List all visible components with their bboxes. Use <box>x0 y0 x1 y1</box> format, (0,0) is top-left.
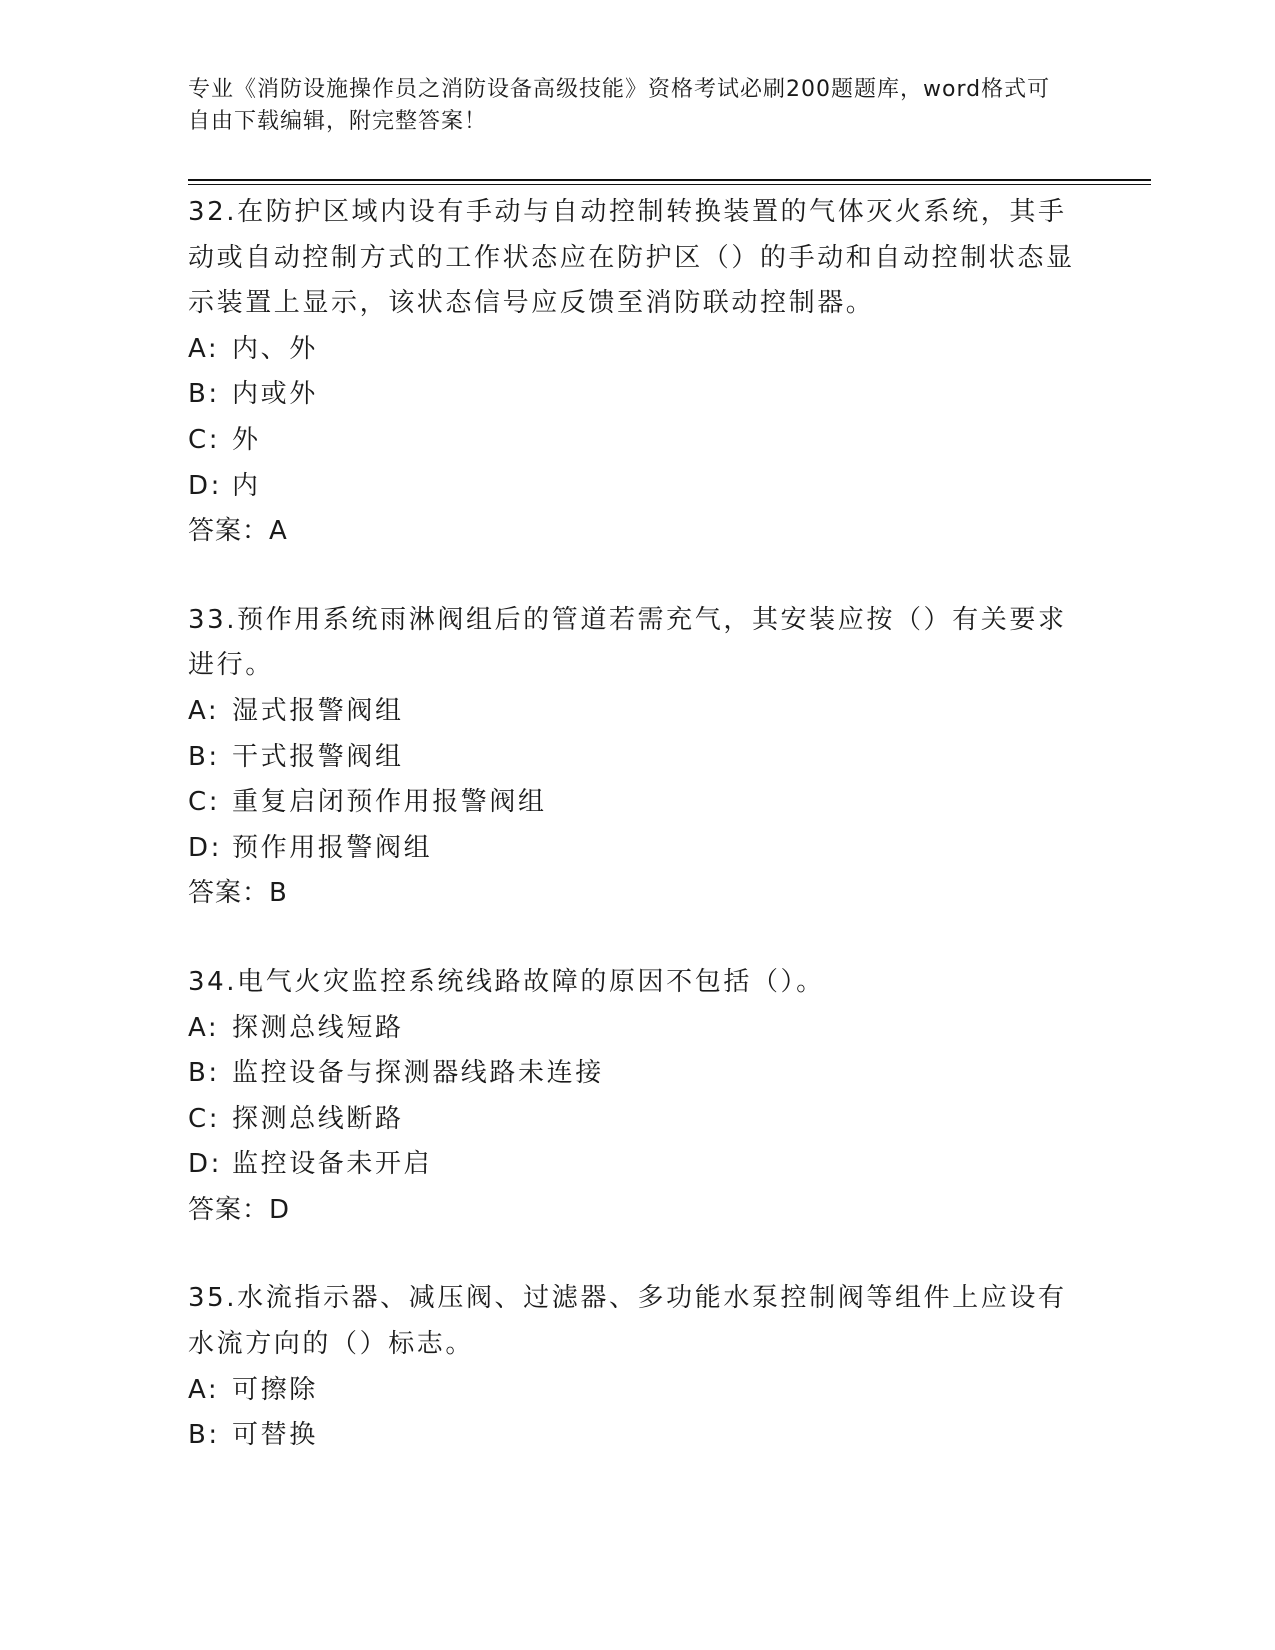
option-c <box>188 1097 1088 1143</box>
option-key: B: <box>188 379 220 410</box>
option-a <box>188 1006 1088 1052</box>
question-stem: 33.预作用系统雨淋阀组后的管道若需充气，其安装应按（）有关要求进行。 <box>188 604 1067 681</box>
header-divider-thick <box>188 179 1151 181</box>
option-key: A: <box>188 333 220 364</box>
option-text: 内 <box>232 470 261 501</box>
option-key: A: <box>188 1012 220 1043</box>
question-stem: 32.在防护区域内设有手动与自动控制转换装置的气体灭火系统，其手动或自动控制方式的工作状态应在防护区（）的手动和自动控制状态显示装置上显示，该状态信号应反馈至消防联动控制器。 <box>188 197 1075 319</box>
option-text: 可擦除 <box>232 1374 318 1405</box>
option-key: D: <box>188 832 222 863</box>
question-34 <box>188 960 1088 1234</box>
option-text: 内、外 <box>232 333 318 364</box>
option-text: 内或外 <box>232 379 318 410</box>
option-d <box>188 826 1088 872</box>
option-d <box>188 1142 1088 1188</box>
option-text: 湿式报警阀组 <box>232 695 404 726</box>
option-key: A: <box>188 695 220 726</box>
option-key: C: <box>188 787 221 818</box>
option-text: 干式报警阀组 <box>232 741 404 772</box>
option-key: D: <box>188 470 222 501</box>
option-d <box>188 464 1088 510</box>
option-text: 探测总线断路 <box>232 1103 404 1134</box>
option-a <box>188 1368 1088 1414</box>
option-text: 预作用报警阀组 <box>232 832 433 863</box>
option-key: A: <box>188 1374 220 1405</box>
option-key: B: <box>188 1058 220 1089</box>
question-stem: 35.水流指示器、减压阀、过滤器、多功能水泵控制阀等组件上应设有水流方向的（）标志。 <box>188 1283 1067 1360</box>
option-text: 重复启闭预作用报警阀组 <box>232 787 547 818</box>
option-text: 可替换 <box>232 1420 318 1451</box>
option-key: B: <box>188 1420 220 1451</box>
option-key: C: <box>188 1103 221 1134</box>
question-33 <box>188 598 1088 917</box>
option-a <box>188 327 1088 373</box>
option-key: D: <box>188 1149 222 1180</box>
option-text: 探测总线短路 <box>232 1012 404 1043</box>
question-32 <box>188 190 1088 555</box>
answer-line: 答案：D <box>188 1194 291 1225</box>
option-text: 监控设备未开启 <box>232 1149 433 1180</box>
option-b <box>188 372 1088 418</box>
option-c <box>188 418 1088 464</box>
option-key: C: <box>188 424 221 455</box>
answer-line: 答案：B <box>188 878 288 909</box>
question-stem: 34.电气火灾监控系统线路故障的原因不包括（）。 <box>188 966 825 997</box>
option-b <box>188 1051 1088 1097</box>
option-b <box>188 735 1088 781</box>
document-intro: 专业《消防设施操作员之消防设备高级技能》资格考试必刷200题题库，word格式可自由下载编辑，附完整答案！ <box>188 77 1051 134</box>
header-divider-thin <box>188 184 1151 185</box>
question-list <box>188 190 1088 1502</box>
option-text: 监控设备与探测器线路未连接 <box>232 1058 604 1089</box>
answer-line: 答案：A <box>188 516 288 547</box>
question-35 <box>188 1276 1088 1458</box>
option-b <box>188 1413 1088 1459</box>
option-c <box>188 780 1088 826</box>
option-text: 外 <box>232 424 261 455</box>
option-a <box>188 689 1088 735</box>
option-key: B: <box>188 741 220 772</box>
